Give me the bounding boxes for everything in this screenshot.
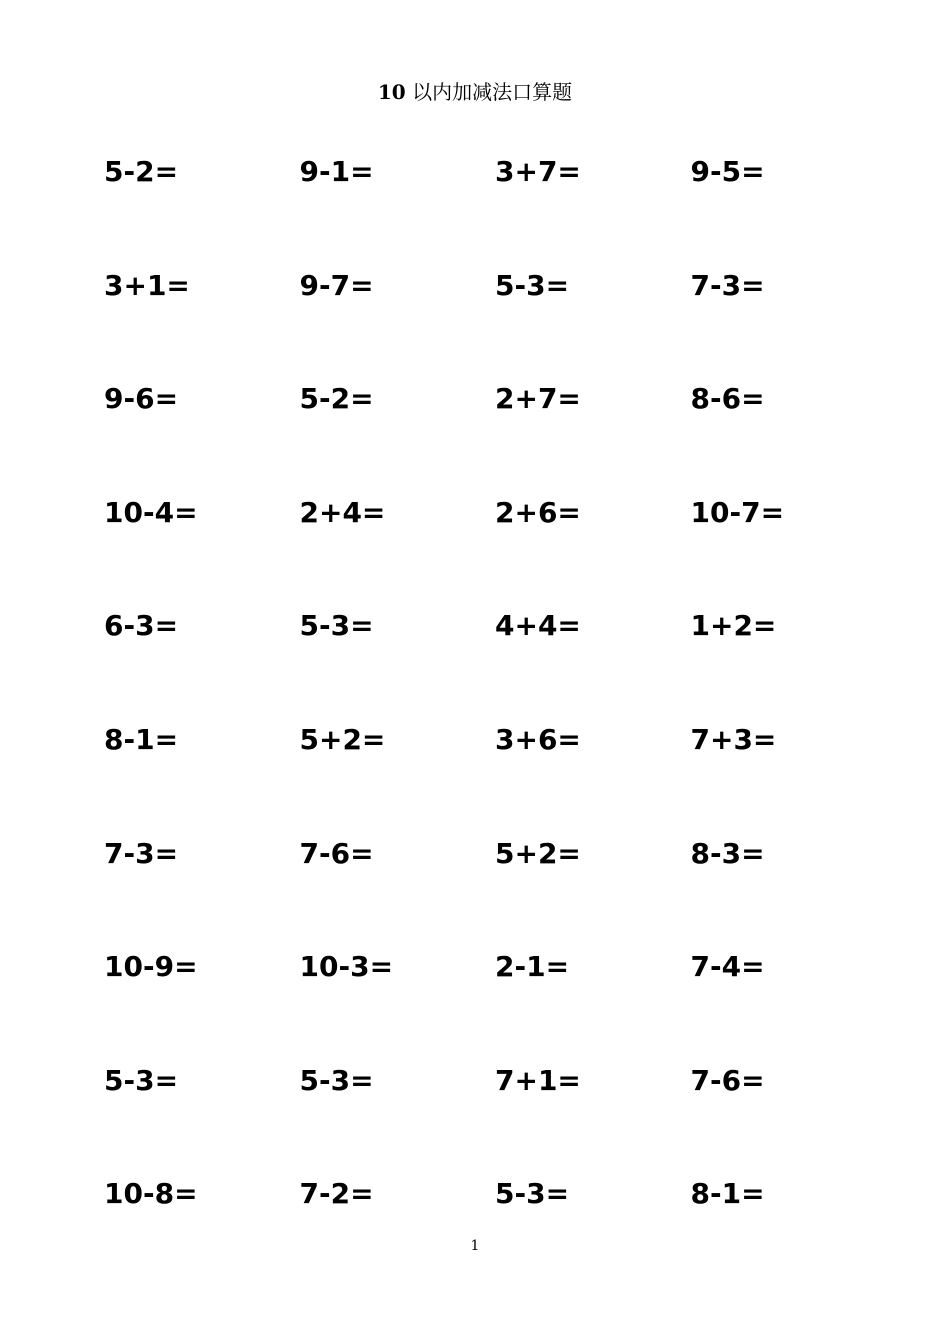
problem: 7-2= (299, 1177, 374, 1211)
problem: 7-3= (104, 836, 179, 870)
problem: 7+3= (690, 722, 777, 756)
problem: 10-3= (299, 950, 394, 984)
problem: 10-7= (690, 495, 785, 529)
problem: 2+6= (495, 495, 581, 529)
problem: 5+2= (299, 722, 386, 756)
problem-row (104, 604, 904, 718)
problem: 2+4= (299, 495, 386, 529)
problem: 5-3= (299, 609, 374, 643)
problem: 7-3= (690, 268, 765, 302)
problem: 10-9= (104, 950, 198, 984)
problem: 2-1= (495, 950, 570, 984)
problem: 10-4= (104, 495, 198, 529)
page-title-number: 10 (377, 80, 406, 104)
problem: 7-4= (690, 950, 765, 984)
problem: 7-6= (690, 1063, 765, 1097)
problem: 9-1= (299, 155, 374, 188)
problem: 3+1= (104, 268, 190, 302)
problem: 5-2= (299, 382, 374, 416)
problem: 6-3= (104, 609, 179, 643)
page-title-text: 以内加减法口算题 (405, 80, 573, 104)
problem: 5-3= (495, 1177, 570, 1211)
problem: 9-5= (690, 155, 765, 188)
problem-row (104, 150, 904, 264)
problem: 10-8= (104, 1177, 198, 1211)
problem: 5-3= (299, 1063, 374, 1097)
page-number: 1 (470, 1238, 480, 1254)
problem-row (104, 945, 904, 1059)
problem: 8-6= (690, 382, 765, 416)
problem: 5+2= (495, 836, 581, 870)
problem: 8-1= (690, 1177, 765, 1211)
problem-grid (104, 150, 904, 1286)
problem: 5-3= (104, 1063, 179, 1097)
problem: 3+6= (495, 722, 581, 756)
problem: 7+1= (495, 1063, 581, 1097)
problem-row (104, 718, 904, 832)
problem-row (104, 491, 904, 605)
problem-row (104, 1172, 904, 1286)
problem: 2+7= (495, 382, 581, 416)
problem: 9-6= (104, 382, 179, 416)
problem-row (104, 264, 904, 378)
problem: 7-6= (299, 836, 374, 870)
problem: 5-3= (495, 268, 570, 302)
problem: 1+2= (690, 609, 777, 643)
page-title (0, 78, 950, 106)
problem-row (104, 832, 904, 946)
problem: 5-2= (104, 155, 179, 188)
problem: 8-1= (104, 722, 179, 756)
problem-row (104, 377, 904, 491)
problem: 3+7= (495, 155, 581, 188)
problem: 8-3= (690, 836, 765, 870)
problem-row (104, 1059, 904, 1173)
problem: 4+4= (495, 609, 581, 643)
problem: 9-7= (299, 268, 374, 302)
